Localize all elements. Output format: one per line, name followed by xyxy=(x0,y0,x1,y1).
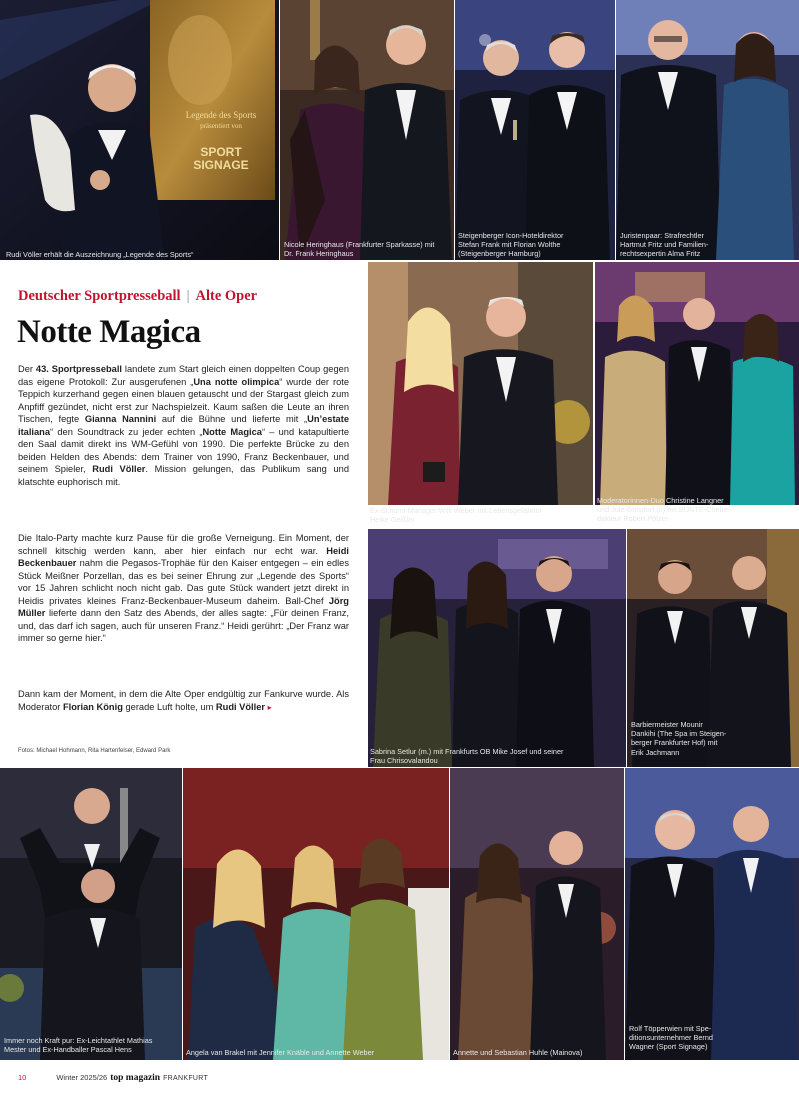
photo-huhle xyxy=(450,768,624,1060)
caption-heringhaus: Nicole Heringhaus (Frankfurter Sparkasse) mit Dr. Frank Heringhaus xyxy=(284,240,435,259)
p2-text-c: nahm die Pegasos-Trophäe für den Kaiser entgegen – ein edles Stück Meißner Porzellan, das es bei seiner Ehrung zur „Legende des Sports“ vor 15 Jahren schlicht noch nicht gab. Das gute Stück wandert jetzt direkt in Heidis privates kleines Franz-Beckenbauer-Museum daheim. Ball-Chef xyxy=(18,558,349,606)
caption-mester: Immer noch Kraft pur: Ex-Leichtathlet Mathias Mester und Ex-Handballer Pascal Hens xyxy=(4,1036,153,1055)
caption-setlur: Sabrina Setlur (m.) mit Frankfurts OB Mike Josef und seiner Frau Chrisovalandou xyxy=(370,747,564,766)
p1-text-f: “ den Soundtrack zu jeder echten „ xyxy=(50,426,203,437)
paragraph-2 xyxy=(18,532,349,645)
photo-langner-goelsdorf xyxy=(595,262,799,505)
p3-bold-1: Florian König xyxy=(62,701,123,712)
p1-bold-4: Un’estate italiana xyxy=(18,414,349,437)
photo-willi-weber xyxy=(368,262,593,505)
caption-frank: Steigenberger Icon-Hoteldirektor Stefan Frank mit Florian Wolthe (Steigenberger Hamburg) xyxy=(458,231,564,259)
magazine-city: FRANKFURT xyxy=(163,1075,209,1082)
p3-bold-2: Rudi Völler xyxy=(215,701,265,712)
caption-voeller: Rudi Völler erhält die Auszeichnung „Legende des Sports“ xyxy=(6,250,194,259)
p1-text-e: auf die Bühne und lieferte mit „ xyxy=(156,414,308,425)
kicker-separator: | xyxy=(186,288,190,304)
p1-text-c: landete zum Start gleich einen doppelten Coup gegen das eigene Protokoll: Zur ausgerufenen „ xyxy=(18,364,349,387)
p1-bold-5: Notte Magica xyxy=(202,426,262,437)
continue-arrow-icon: ▸ xyxy=(267,702,272,712)
caption-langner: Moderatorinnen-Duo Christine Langner und Jule Gölsdorf (r.) mit BUNTE-Chefre- dakteur Robert Pölzer xyxy=(597,496,731,524)
caption-fritz: Juristenpaar: Strafrechtler Hartmut Fritz und Familien- rechtsexpertin Alma Fritz xyxy=(620,231,709,259)
paragraph-1 xyxy=(18,363,349,488)
page-footer xyxy=(18,1073,208,1087)
headline: Notte Magica xyxy=(17,314,201,350)
p1-bold-6: Rudi Völler xyxy=(92,464,146,475)
photo-setlur xyxy=(368,529,626,767)
issue-label: Winter 2025/26 xyxy=(56,1073,108,1082)
photo-stefan-frank xyxy=(455,0,615,260)
kicker xyxy=(18,288,257,305)
caption-dankihi: Barbiermeister Mounir Dankihi (The Spa im Steigen- berger Frankfurter Hof) mit Erik Jachmann xyxy=(631,720,727,757)
photo-van-brakel xyxy=(183,768,449,1060)
photo-credits: Fotos: Michael Hohmann, Rita Hartenfelser, Edward Park xyxy=(18,748,171,754)
p1-text-a: Der xyxy=(18,364,36,374)
photo-mester-hens xyxy=(0,768,182,1060)
photo-toepperwien xyxy=(625,768,799,1060)
p1-bold-3: Gianna Nannini xyxy=(84,414,157,425)
p2-text-d: lieferte dann den Satz des Abends, der alles sagte: „Für deinen Franz, und, das darf ich sagen, auch für unseren Franz.“ Heidi gerührt: „Der Franz war immer so gerne hier.“ xyxy=(18,608,349,644)
p2-bold-1: Heidi Beckenbauer xyxy=(18,545,349,569)
p1-bold-1: 43. Sportpresseball xyxy=(35,364,123,374)
page-number: 10 xyxy=(18,1073,27,1082)
caption-huhle: Annette und Sebastian Huhle (Mainova) xyxy=(453,1048,583,1057)
p1-text-g: “ – und katapultierte den Saal damit direkt ins WM-Gefühl von 1990. Die perfekte Brücke zu den beiden Helden des Abends: dem Trainer von 1990, Franz Beckenbauer, und seinem Spieler, xyxy=(18,426,349,475)
p3-text-a: Dann kam der Moment, in dem die Alte Oper endgültig zur Fankurve wurde. Als Moderator xyxy=(18,689,349,712)
magazine-brand: top magazin xyxy=(110,1073,161,1083)
p2-bold-2: Jörg Müller xyxy=(18,595,349,619)
trophy-sign-line2: präsentiert von xyxy=(200,122,242,130)
p1-text-h: . Mission gelungen, das Publikum sang und klatschte euphorisch mit. xyxy=(18,464,349,487)
caption-weber: Ex-Schumi-Manager Willi Weber mit Lebensgefährtin Heike Geißler xyxy=(370,506,542,525)
p2-text-a: Die Italo-Party machte kurz Pause für die große Verneigung. Ein Moment, der schnell kitschig werden kann, aber hier einfach nur echt war. xyxy=(18,533,349,556)
p1-text-d: “ wurde der rote Teppich kurzerhand gegen einen blauen getauscht und der Stargast gleich zum Anpfiff gezündet, nicht erst zur Nachspielzeit. Kaum saßen die Leute an ihren Tischen, fegte xyxy=(18,376,350,425)
trophy-sign-brand2: SIGNAGE xyxy=(193,158,249,172)
photo-heringhaus xyxy=(280,0,454,260)
trophy-sign-brand xyxy=(166,146,276,172)
photo-fritz xyxy=(616,0,799,260)
caption-brakel: Angela van Brakel mit Jennifer Knäble und Annette Weber xyxy=(186,1048,375,1057)
p1-bold-2: Una notte olimpica xyxy=(193,376,280,387)
article xyxy=(0,262,367,767)
kicker-event: Deutscher Sportpresseball xyxy=(18,288,181,304)
trophy-sign-text xyxy=(166,110,276,172)
caption-toepperwien: Rolf Töpperwien mit Spe- ditionsunternehmer Bernd Wagner (Sport Signage) xyxy=(629,1024,713,1052)
trophy-sign-brand1: SPORT xyxy=(200,145,242,159)
p3-text-c: gerade Luft holte, um xyxy=(122,701,216,712)
paragraph-3 xyxy=(18,688,349,714)
kicker-location: Alte Oper xyxy=(195,288,258,304)
trophy-sign-line1: Legende des Sports xyxy=(185,110,257,120)
